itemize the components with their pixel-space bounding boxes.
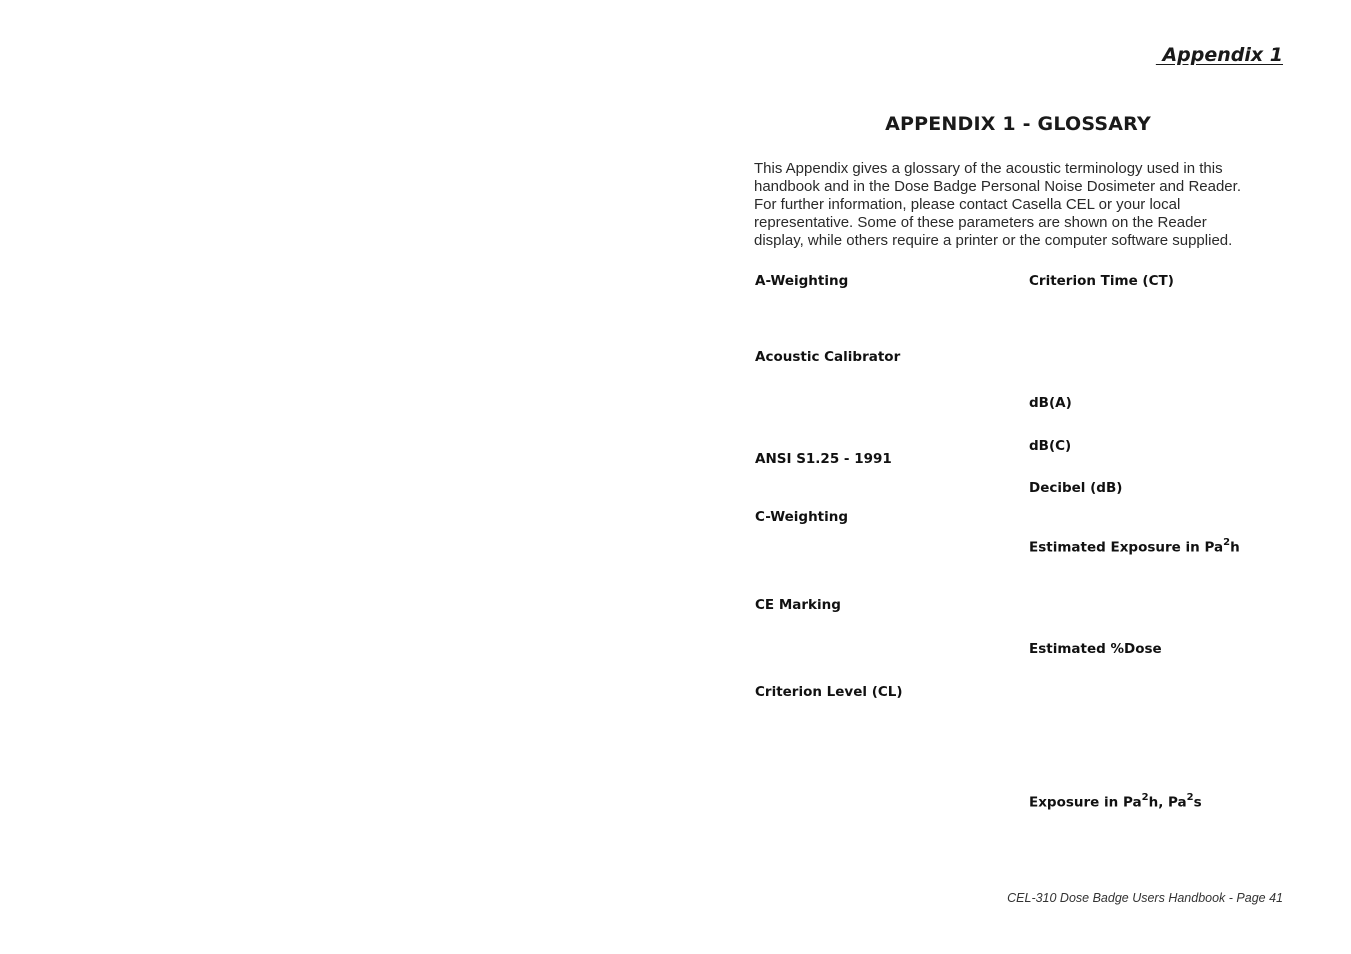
term-criterion-time: Criterion Time (CT) (1029, 273, 1174, 289)
term-a-weighting: A-Weighting (755, 273, 849, 289)
term-ce-marking: CE Marking (755, 597, 841, 613)
term-text: Exposure in Pa (1029, 794, 1142, 811)
term-exposure (1029, 793, 1202, 811)
term-estimated-dose: Estimated %Dose (1029, 641, 1162, 657)
superscript: 2 (1141, 792, 1149, 803)
term-dbc: dB(C) (1029, 438, 1072, 454)
intro-line: For further information, please contact Casella CEL or your local (754, 196, 1181, 213)
page-title: APPENDIX 1 - GLOSSARY (885, 113, 1151, 135)
page-header: Appendix 1 (1155, 44, 1283, 66)
term-dba: dB(A) (1029, 395, 1072, 411)
superscript: 2 (1186, 792, 1194, 803)
term-text: Estimated Exposure in Pa (1029, 539, 1224, 556)
term-c-weighting: C-Weighting (755, 509, 849, 525)
intro-line: This Appendix gives a glossary of the acoustic terminology used in this (754, 160, 1223, 177)
term-criterion-level: Criterion Level (CL) (755, 684, 903, 700)
term-acoustic-calibrator: Acoustic Calibrator (755, 349, 901, 365)
intro-line: display, while others require a printer or the computer software supplied. (754, 232, 1233, 249)
superscript: 2 (1223, 537, 1231, 548)
intro-line: representative. Some of these parameters are shown on the Reader (754, 214, 1207, 231)
term-text: s (1193, 794, 1202, 811)
term-text: h (1230, 539, 1240, 556)
term-decibel: Decibel (dB) (1029, 480, 1123, 496)
term-ansi: ANSI S1.25 - 1991 (755, 451, 892, 467)
term-text: h, Pa (1148, 794, 1187, 811)
term-estimated-exposure (1029, 538, 1240, 556)
intro-paragraph (754, 160, 1284, 250)
page-footer: CEL-310 Dose Badge Users Handbook - Page 41 (1007, 891, 1283, 905)
intro-line: handbook and in the Dose Badge Personal Noise Dosimeter and Reader. (754, 178, 1241, 195)
